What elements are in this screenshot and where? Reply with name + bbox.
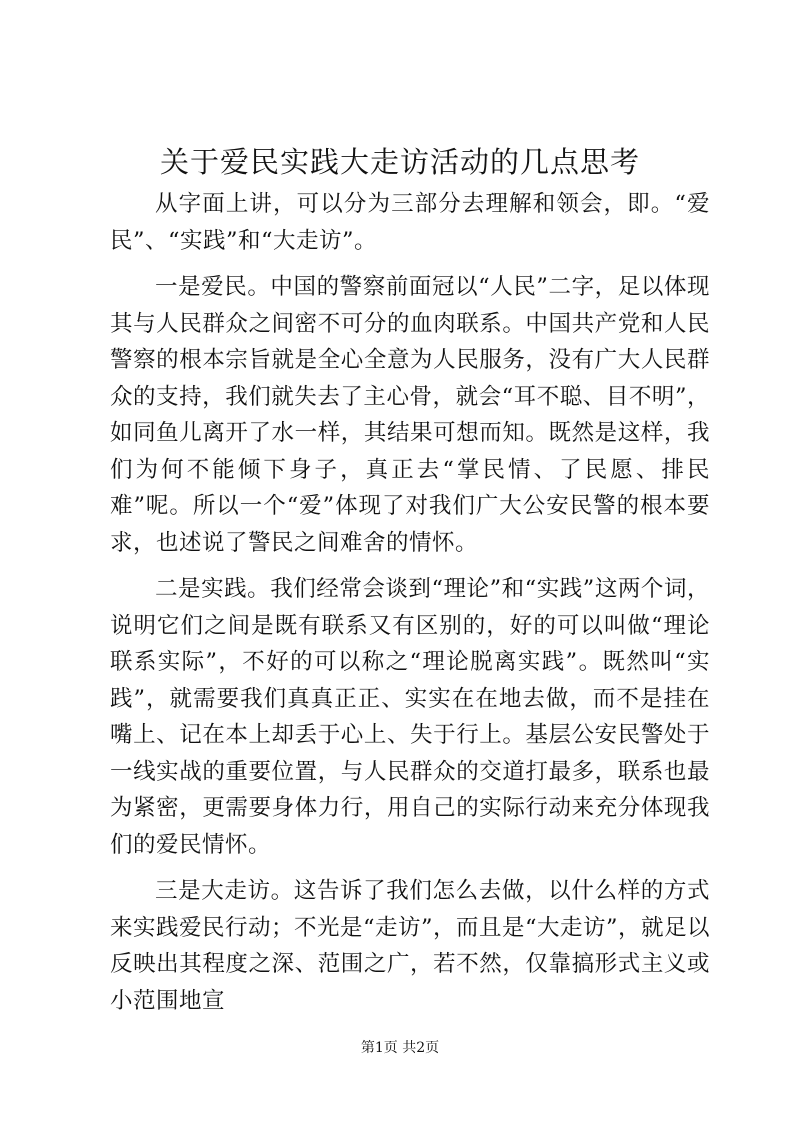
paragraph-love-people: 一是爱民。中国的警察前面冠以“人民”二字，足以体现其与人民群众之间密不可分的血肉联系。中国共产党和人民警察的根本宗旨就是全心全意为人民服务，没有广大人民群众的支持，我们就失去了主心骨，就会“耳不聪、目不明”，如同鱼儿离开了水一样，其结果可想而知。既然是这样，我们为何不能倾下身子，真正去“掌民情、了民愿、排民难”呢。所以一个“爱”体现了对我们广大公安民警的根本要求，也述说了警民之间难舍的情怀。 <box>110 274 710 556</box>
document-title: 关于爱民实践大走访活动的几点思考 <box>159 145 640 179</box>
paragraph-visit: 三是大走访。这告诉了我们怎么去做，以什么样的方式来实践爱民行动；不光是“走访”，而且是“大走访”，就足以反映出其程度之深、范围之广，若不然，仅靠搞形式主义或小范围地宣 <box>110 878 711 1014</box>
document-body <box>110 186 710 1029</box>
paragraph-intro: 从字面上讲，可以分为三部分去理解和领会，即。“爱民”、“实践”和“大走访”。 <box>110 191 710 254</box>
page-number-footer: 第1页 共2页 <box>360 1040 440 1056</box>
paragraph-practice: 二是实践。我们经常会谈到“理论”和“实践”这两个词，说明它们之间是既有联系又有区别的，好的可以叫做“理论联系实际”，不好的可以称之“理论脱离实践”。既然叫“实践”，就需要我们真真正正、实实在在地去做，而不是挂在嘴上、记在本上却丢于心上、失于行上。基层公安民警处于一线实战的重要位置，与人民群众的交道打最多，联系也最为紧密，更需要身体力行，用自己的实际行动来充分体现我们的爱民情怀。 <box>110 576 710 858</box>
